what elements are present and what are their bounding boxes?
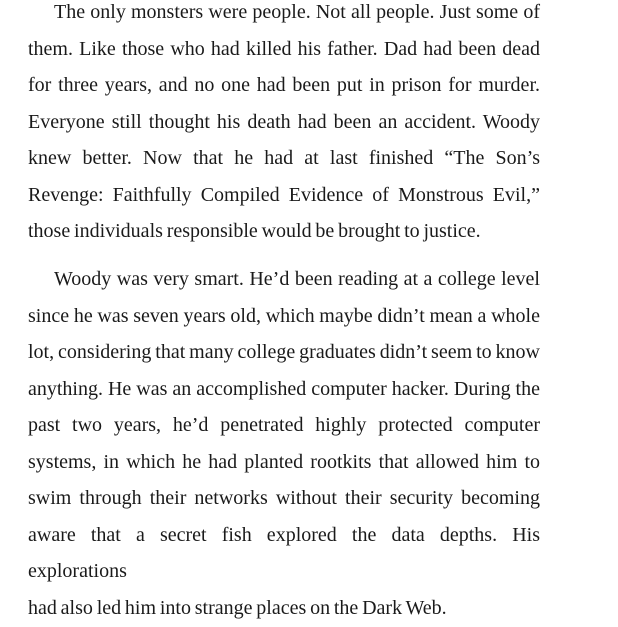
text-line: swim through their networks without their security becoming <box>28 487 540 510</box>
paragraph <box>28 0 540 250</box>
text-line: knew better. Now that he had at last finished “The Son’s <box>28 147 540 170</box>
text-line: past two years, he’d penetrated highly protected computer <box>28 414 540 437</box>
text-line: lot, considering that many college graduates didn’t seem to know <box>28 341 540 364</box>
text-line: anything. He was an accomplished computer hacker. During the <box>28 377 540 400</box>
text-line: them. Like those who had killed his father. Dad had been dead <box>28 37 540 60</box>
text-line: The only monsters were people. Not all people. Just some of <box>54 1 540 23</box>
text-line: aware that a secret fish explored the data depths. His explorations <box>28 523 540 583</box>
text-line: had also led him into strange places on the Dark Web. <box>28 597 447 619</box>
text-line: for three years, and no one had been put in prison for murder. <box>28 74 540 97</box>
text-line: Woody was very smart. He’d been reading at a college level <box>54 267 540 290</box>
paragraph <box>28 261 540 627</box>
text-line: since he was seven years old, which maybe didn’t mean a whole <box>28 304 540 327</box>
text-line: those individuals responsible would be brought to justice. <box>28 220 481 243</box>
book-page <box>28 0 540 627</box>
text-line: Everyone still thought his death had been an accident. Woody <box>28 110 540 133</box>
text-line: Revenge: Faithfully Compiled Evidence of Monstrous Evil,” <box>28 183 540 206</box>
text-line: systems, in which he had planted rootkits that allowed him to <box>28 450 540 473</box>
